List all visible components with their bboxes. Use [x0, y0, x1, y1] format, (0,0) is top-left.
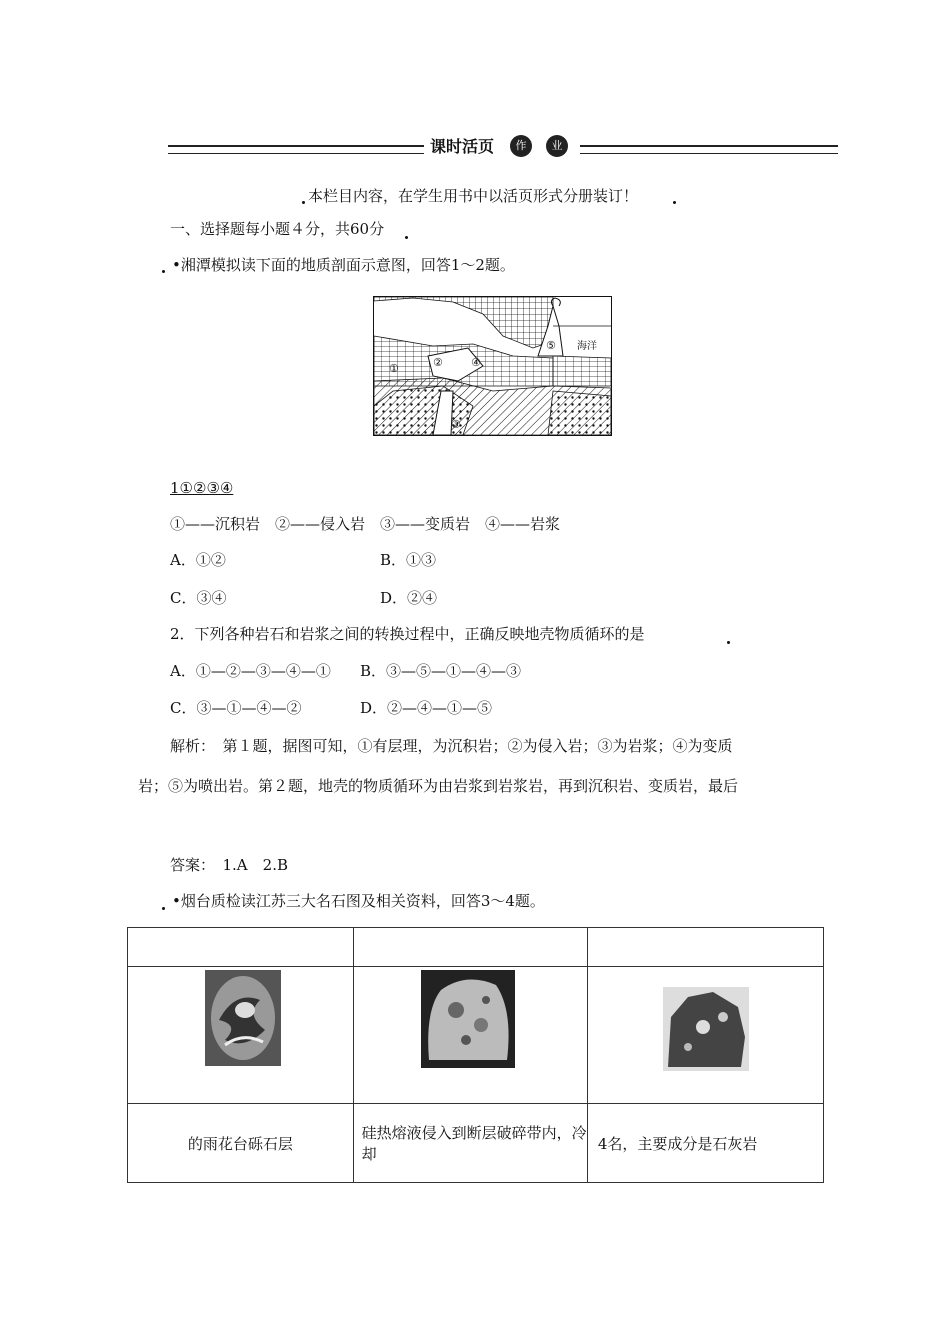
header-cell-2: [353, 928, 587, 967]
marker-2: ②: [433, 356, 443, 369]
lingbi-stone-image: [421, 970, 515, 1068]
analysis-line-2: 岩；⑤为喷出岩。第２题，地壳的物质循环为由岩浆到岩浆岩，再到沉积岩、变质岩，最后: [138, 777, 739, 795]
intro1-dot: [162, 270, 165, 273]
q1-items: ①——沉积岩 ②——侵入岩 ③——变质岩 ④——岩浆: [170, 515, 561, 533]
note-dot-right: [673, 201, 676, 204]
caption-3-text: ，主要成分是石灰岩: [622, 1134, 758, 1153]
caption-cell-3: [587, 1104, 823, 1183]
marker-5: ⑤: [546, 339, 556, 352]
yuhua-stone-image: [205, 970, 281, 1066]
answer-line: 答案： 1.A 2.B: [170, 856, 288, 874]
section-heading: 一、选择题每小题４分，共60分: [170, 220, 385, 238]
section-dot: [405, 236, 408, 239]
banner-title: 课时活页: [430, 137, 495, 156]
image-cell-1: [128, 967, 354, 1104]
table-image-row: [128, 967, 824, 1104]
q1-option-a: A．①②: [170, 551, 226, 569]
taihu-stone-image: [663, 987, 749, 1071]
analysis-line-1: 解析： 第１题，据图可知，①有层理，为沉积岩；②为侵入岩；③为岩浆；④为变质: [170, 737, 733, 755]
note-dot-left: [302, 201, 305, 204]
q2-option-c: C．③—①—④—②: [170, 699, 302, 717]
q1-option-d: D．②④: [380, 589, 438, 607]
intro-question-3-4: •烟台质检读江苏三大名石图及相关资料，回答3～4题。: [172, 892, 545, 910]
stones-table: [127, 927, 824, 1183]
q2-option-b: B．③—⑤—①—④—③: [360, 662, 522, 680]
banner-rule-left: [168, 145, 424, 154]
header-cell-1: [128, 928, 354, 967]
sea-label: 海洋: [577, 341, 597, 352]
q1-stem: 1①②③④: [170, 479, 234, 497]
banner-badge-1: 作: [510, 135, 532, 157]
image-cell-3: [587, 967, 823, 1104]
q2-option-d: D．②—④—①—⑤: [360, 699, 493, 717]
intro2-dot: [162, 907, 165, 910]
header-cell-3: [587, 928, 823, 967]
table-header-row: [128, 928, 824, 967]
caption-3-overlay: 4名: [597, 1134, 623, 1153]
q2-stem: 2．下列各种岩石和岩浆之间的转换过程中，正确反映地壳物质循环的是: [170, 625, 645, 643]
q1-option-b: B．①③: [380, 551, 437, 569]
marker-4: ④: [471, 356, 481, 369]
marker-3: ③: [451, 418, 461, 431]
caption-cell-2: 硅热熔液侵入到断层破碎带内，冷却: [353, 1104, 587, 1183]
geologic-section-figure: [373, 296, 612, 436]
image-cell-2: [353, 967, 587, 1104]
banner-badge-2: 业: [546, 135, 568, 157]
banner-rule-right: [580, 145, 838, 154]
table-caption-row: [128, 1104, 824, 1183]
marker-1: ①: [389, 362, 399, 375]
caption-cell-1: 的雨花台砾石层: [128, 1104, 354, 1183]
note-text: 本栏目内容，在学生用书中以活页形式分册装订！: [308, 187, 639, 205]
q1-option-c: C．③④: [170, 589, 227, 607]
q2-option-a: A．①—②—③—④—①: [170, 662, 331, 680]
intro-question-1-2: •湘潭模拟读下面的地质剖面示意图，回答1～2题。: [172, 256, 515, 274]
q2-dot: [727, 641, 730, 644]
